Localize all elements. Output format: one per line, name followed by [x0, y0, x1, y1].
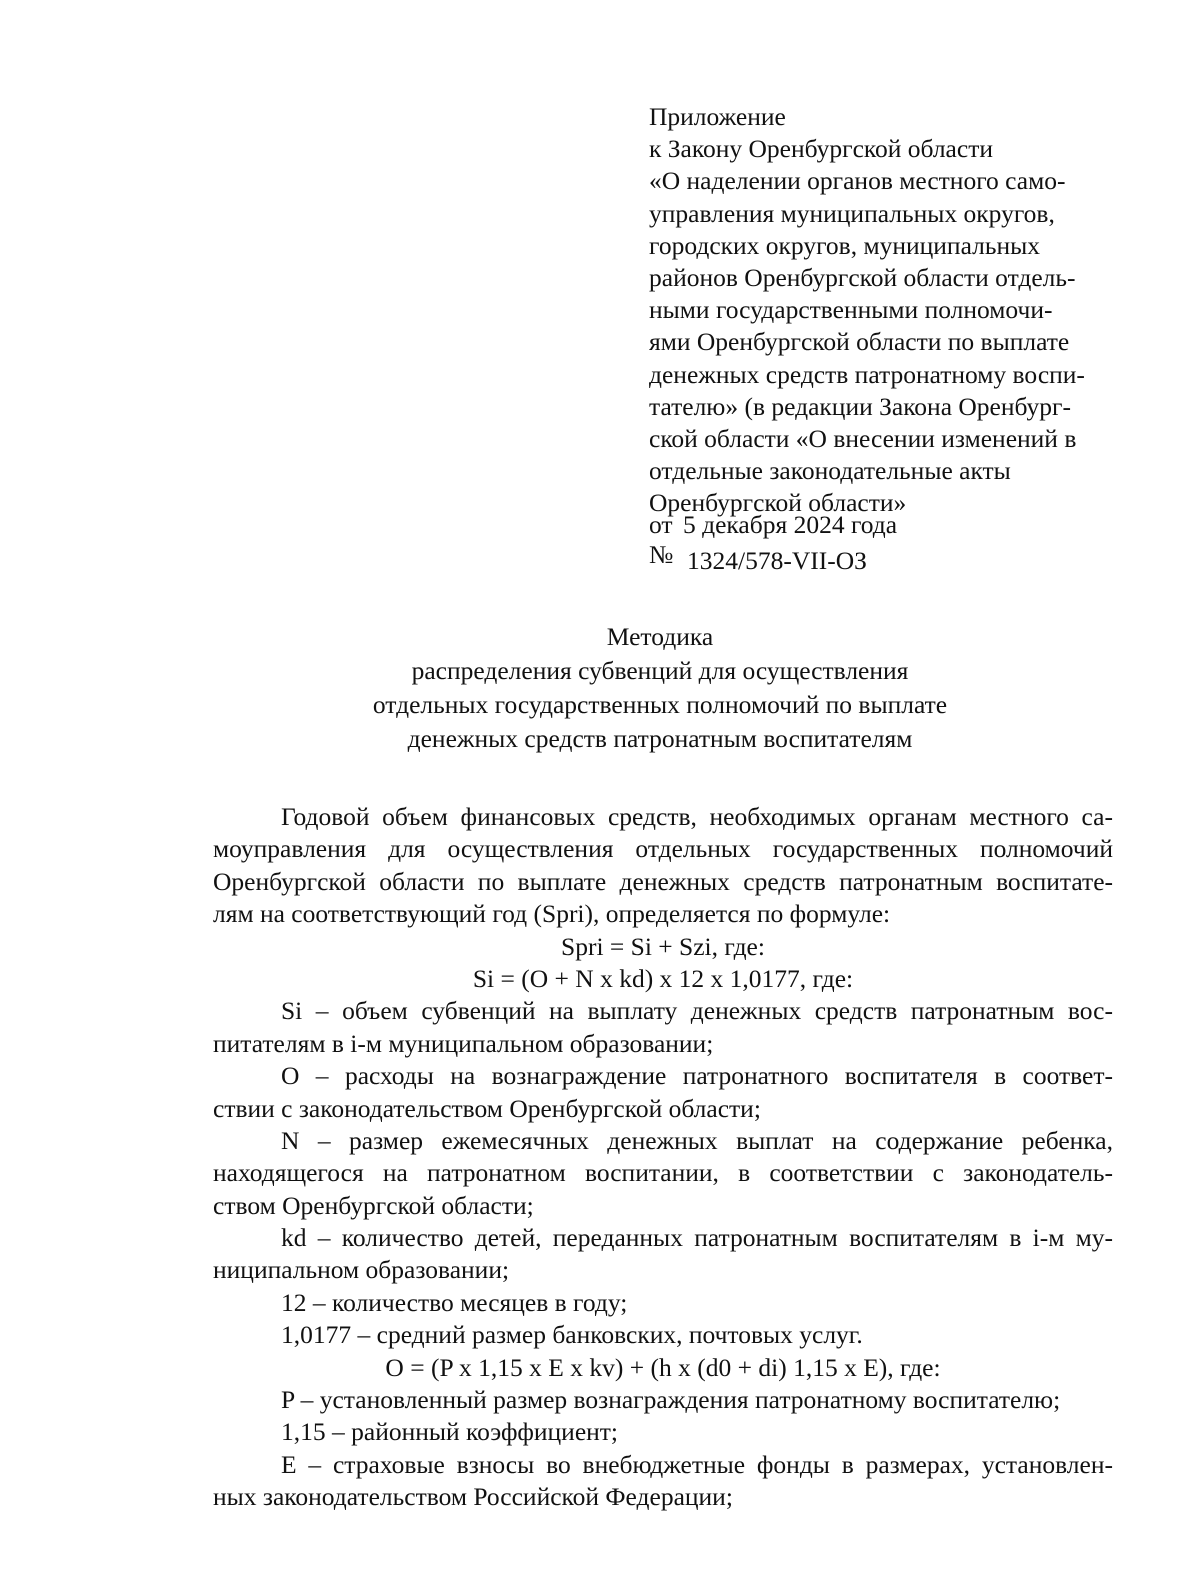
document-body [213, 801, 1113, 1514]
body-line: N – размер ежемесячных денежных выплат на содержание ребенка, [281, 1125, 1113, 1155]
appendix-line: тателю» (в редакции Закона Оренбург- [649, 391, 1071, 421]
body-line: ных законодательством Российской Федерации; [213, 1482, 733, 1512]
body-line: моуправления для осуществления отдельных государственных полномочий [213, 834, 1113, 864]
body-line: Годовой объем финансовых средств, необходимых органам местного са- [281, 802, 1113, 831]
body-line: Si – объем субвенций на выплату денежных средств патронатным вос- [281, 996, 1113, 1026]
law-number-row [649, 540, 867, 576]
body-line: Оренбургской области по выплате денежных средств патронатным воспитате- [213, 866, 1113, 896]
body-line: находящегося на патронатном воспитании, в соответствии с законодатель- [213, 1158, 1113, 1188]
body-line: P – установленный размер вознаграждения патронатному воспитателю; [281, 1385, 1061, 1415]
body-line: ством Оренбургской области; [213, 1190, 534, 1220]
appendix-line: районов Оренбургской области отдель- [649, 263, 1076, 293]
number-label: № [649, 540, 674, 569]
body-line: лям на соответствующий год (Spri), определяется по формуле: [213, 899, 891, 929]
body-line: ствии с законодательством Оренбургской области; [213, 1093, 761, 1123]
appendix-line: отдельные законодательные акты [649, 456, 1011, 486]
appendix-line: денежных средств патронатному воспи- [649, 359, 1085, 389]
appendix-line: управления муниципальных округов, [649, 198, 1055, 228]
appendix-line: городских округов, муниципальных [649, 230, 1041, 260]
body-line: E – страховые взносы во внебюджетные фонды в размерах, установлен- [281, 1449, 1113, 1479]
body-line: 1,15 – районный коэффициент; [281, 1417, 619, 1447]
title-line: распределения субвенций для осуществления [411, 656, 909, 685]
appendix-line: Приложение [649, 102, 786, 131]
appendix-line: к Закону Оренбургской области [649, 134, 993, 164]
law-date: 5 декабря 2024 года [683, 510, 898, 539]
appendix-line: «О наделении органов местного само- [649, 166, 1066, 196]
body-line: 1,0177 – средний размер банковских, почтовых услуг. [281, 1320, 863, 1350]
body-line: питателям в i-м муниципальном образовании; [213, 1028, 714, 1058]
body-line: 12 – количество месяцев в году; [281, 1287, 628, 1317]
title-line: Методика [606, 622, 714, 651]
appendix-header [649, 101, 1119, 520]
appendix-line: ными государственными полномочи- [649, 295, 1053, 325]
formula-o: O = (P x 1,15 x E x kv) + (h x (d0 + di) 1,15 x E), где: [385, 1352, 941, 1382]
formula-spri: Spri = Si + Szi, где: [561, 931, 765, 961]
date-label: от [649, 510, 673, 539]
title-line: денежных средств патронатным воспитателям [407, 724, 913, 753]
formula-si: Si = (O + N x kd) x 12 x 1,0177, где: [472, 963, 854, 993]
law-number: 1324/578-VII-ОЗ [687, 546, 867, 575]
document-title [300, 620, 1020, 756]
appendix-line: Оренбургской области» [649, 488, 907, 518]
body-line: kd – количество детей, переданных патронатным воспитателям в i-м му- [281, 1223, 1113, 1253]
law-date-row [649, 510, 897, 540]
body-line: O – расходы на вознаграждение патронатного воспитателя в соответ- [281, 1061, 1113, 1091]
appendix-line: ями Оренбургской области по выплате [649, 327, 1070, 357]
appendix-line: ской области «О внесении изменений в [649, 424, 1077, 454]
body-line: ниципальном образовании; [213, 1255, 510, 1285]
title-line: отдельных государственных полномочий по выплате [372, 690, 948, 719]
